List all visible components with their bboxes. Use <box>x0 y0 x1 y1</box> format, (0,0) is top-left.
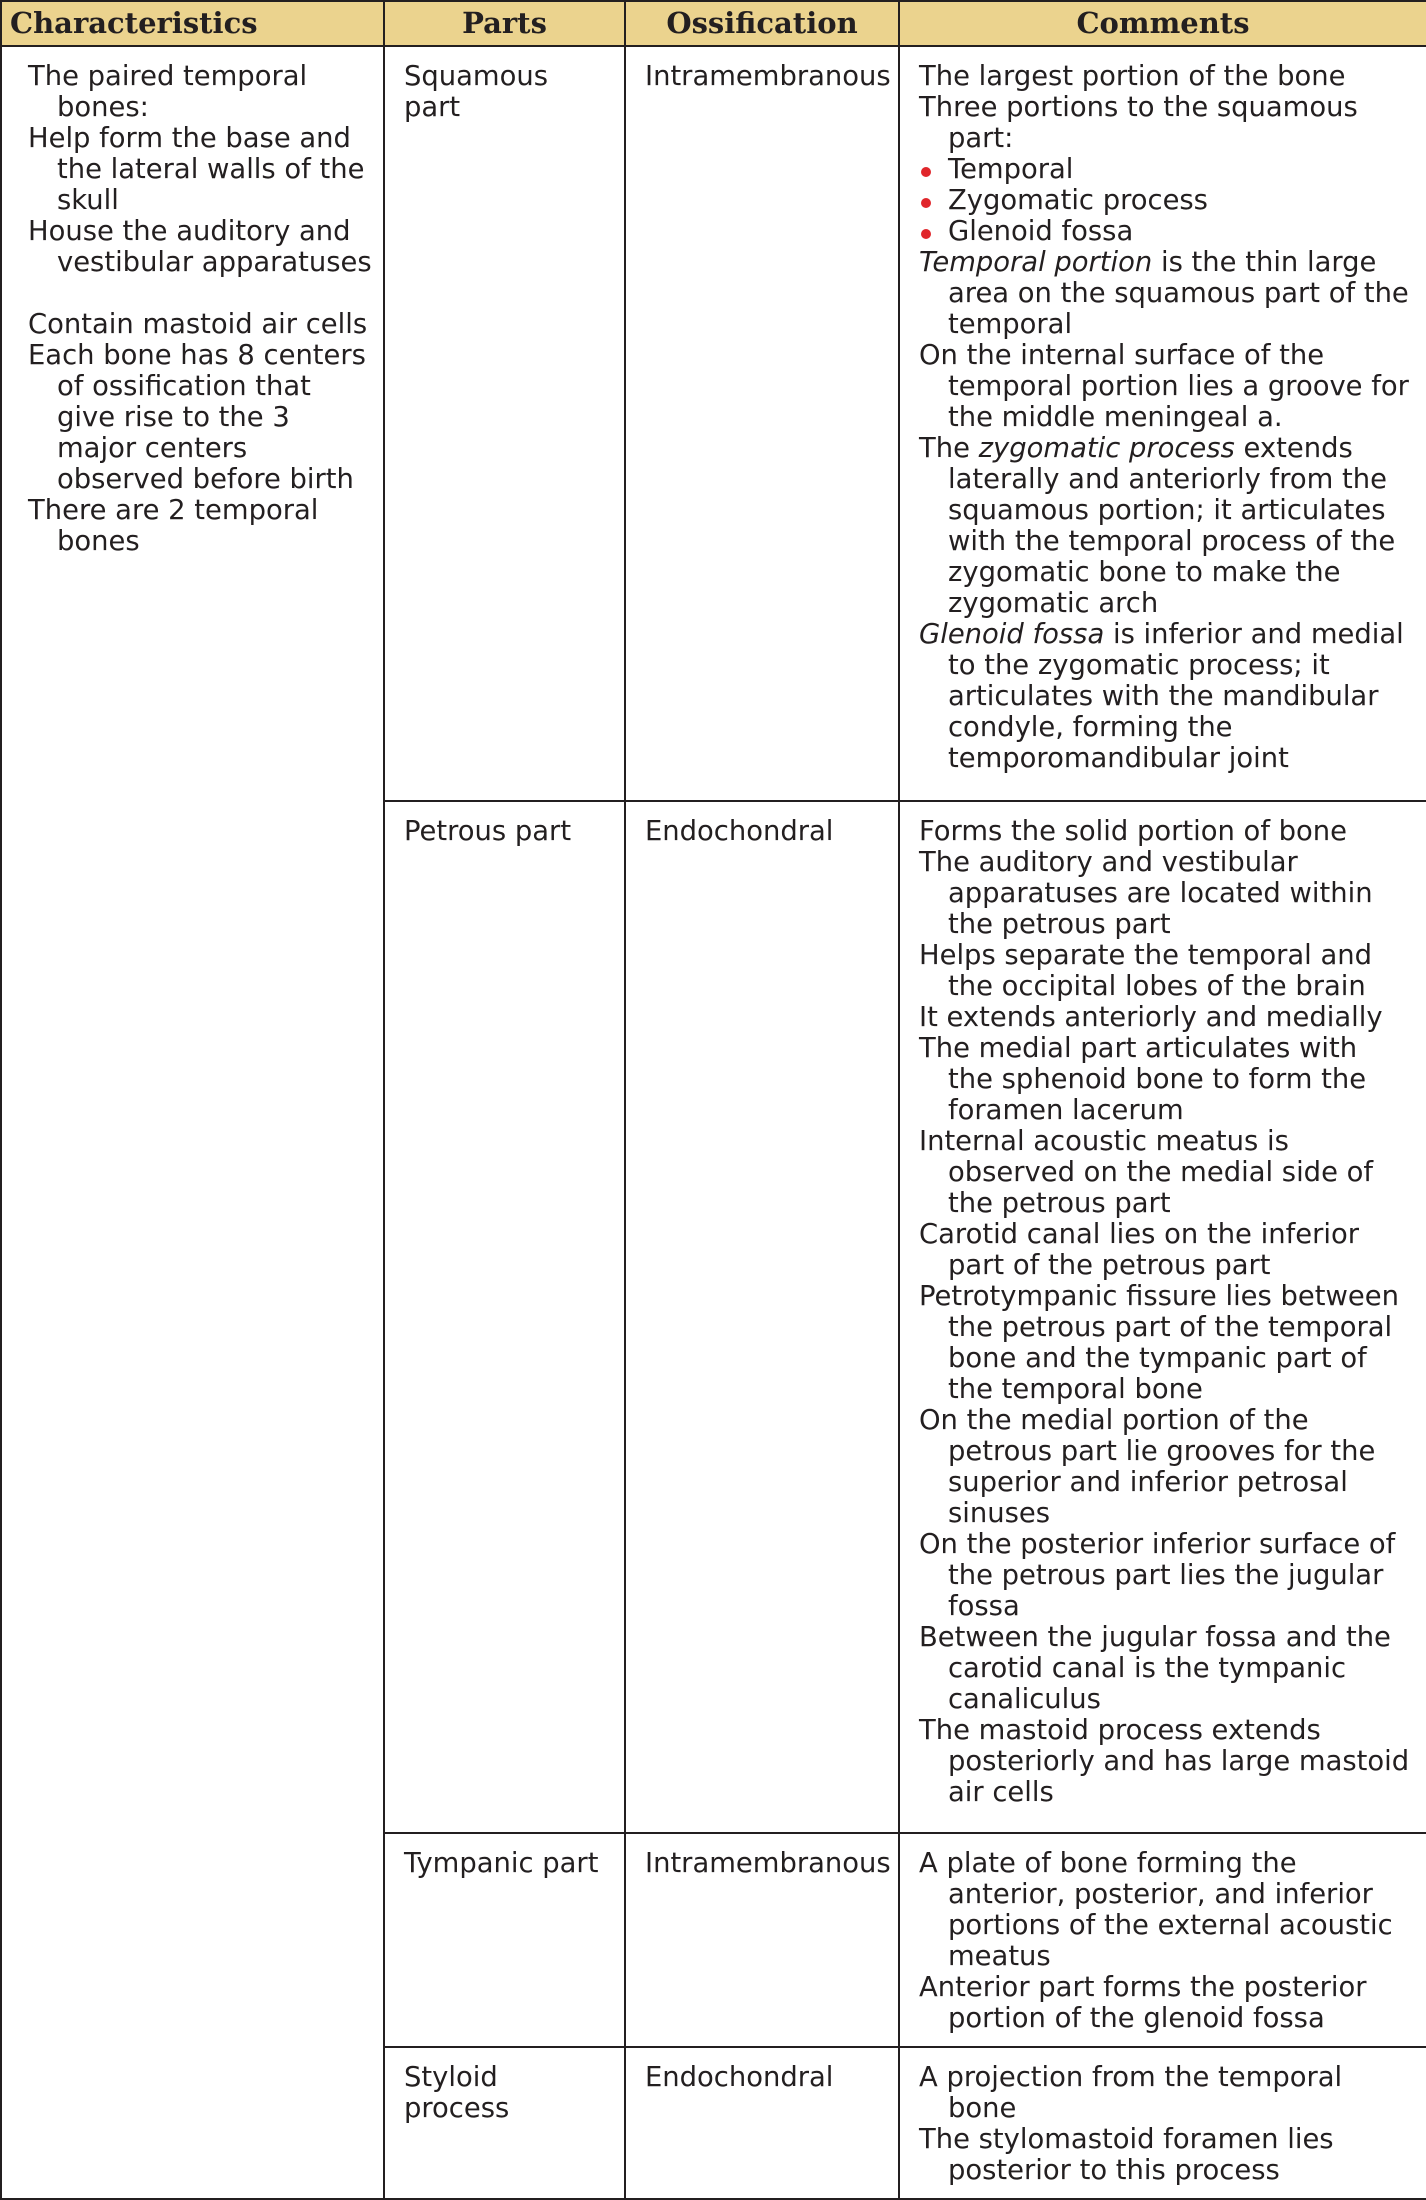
comment-text: extends laterally and anteriorly from the squamous portion; it articulates with the temporal process of the zygomatic bone to make the zygomatic arch <box>948 433 1396 619</box>
comment-line: Forms the solid portion of bone <box>919 816 1348 847</box>
bullet-dot-icon <box>921 167 931 177</box>
comment-line: The medial part articulates with the sphenoid bone to form the foramen lacerum <box>919 1033 1367 1126</box>
header-comments: Comments <box>899 1 1426 46</box>
comments-cell <box>899 801 1426 1833</box>
characteristic-line: Contain mastoid air cells <box>28 309 368 340</box>
header-characteristics: Characteristics <box>1 1 384 46</box>
header-row <box>1 1 1426 46</box>
bullet-item <box>919 185 1410 216</box>
comment-line: The largest portion of the bone <box>919 61 1346 92</box>
comment-text: is inferior and medial to the zygomatic process; it articulates with the mandibular condyle, forming the temporomandibular joint <box>948 619 1404 774</box>
comments-cell <box>899 2047 1426 2199</box>
bullet-dot-icon <box>921 229 931 239</box>
header-parts: Parts <box>384 1 625 46</box>
comment-text: is the thin large area on the squamous part of the temporal <box>948 247 1409 340</box>
comment-line: On the posterior inferior surface of the petrous part lies the jugular fossa <box>919 1529 1396 1622</box>
comment-line: It extends anteriorly and medially <box>919 1002 1383 1033</box>
comment-line: Petrotympanic fissure lies between the petrous part of the temporal bone and the tympanic part of the temporal bone <box>919 1281 1399 1405</box>
characteristics-cell <box>1 46 384 2199</box>
part-cell: Tympanic part <box>384 1833 625 2047</box>
comment-line: Internal acoustic meatus is observed on the medial side of the petrous part <box>919 1126 1374 1219</box>
comments-cell <box>899 46 1426 801</box>
comment-line <box>919 433 1410 619</box>
bullet-item <box>919 216 1410 247</box>
characteristic-line: Help form the base and the lateral walls of the skull <box>28 123 365 216</box>
italic-term: zygomatic process <box>978 433 1235 464</box>
comment-line: On the internal surface of the temporal portion lies a groove for the middle meningeal a. <box>919 340 1409 433</box>
comment-line <box>919 247 1410 340</box>
italic-term: Temporal portion <box>919 247 1153 278</box>
comment-line: Three portions to the squamous part: <box>919 92 1358 154</box>
comment-line: Carotid canal lies on the inferior part of the petrous part <box>919 1219 1359 1281</box>
comment-line: The auditory and vestibular apparatuses are located within the petrous part <box>919 847 1373 940</box>
comment-line: A plate of bone forming the anterior, posterior, and inferior portions of the external acoustic meatus <box>919 1848 1393 1972</box>
header-ossification: Ossification <box>625 1 899 46</box>
comment-line: On the medial portion of the petrous part lie grooves for the superior and inferior petrosal sinuses <box>919 1405 1376 1529</box>
comment-line: Between the jugular fossa and the carotid canal is the tympanic canaliculus <box>919 1622 1391 1715</box>
comment-line <box>919 619 1410 774</box>
bullet-dot-icon <box>921 198 931 208</box>
bullet-text: Temporal <box>948 154 1074 185</box>
ossification-cell: Intramembranous <box>625 1833 899 2047</box>
comments-cell <box>899 1833 1426 2047</box>
comment-line: A projection from the temporal bone <box>919 2062 1343 2124</box>
comment-line: The mastoid process extends posteriorly and has large mastoid air cells <box>919 1715 1410 1808</box>
characteristic-line: There are 2 temporal bones <box>28 495 319 557</box>
part-cell: Petrous part <box>384 801 625 1833</box>
characteristic-line: House the auditory and vestibular apparatuses <box>28 216 372 278</box>
characteristic-line: The paired temporal bones: <box>28 61 308 123</box>
bullet-text: Zygomatic process <box>948 185 1208 216</box>
characteristic-line: Each bone has 8 centers of ossification that give rise to the 3 major centers observed before birth <box>28 340 366 495</box>
part-cell: Squamous part <box>384 46 625 801</box>
table-row-squamous <box>1 46 1426 801</box>
ossification-cell: Endochondral <box>625 801 899 1833</box>
bullet-text: Glenoid fossa <box>948 216 1134 247</box>
ossification-cell: Intramembranous <box>625 46 899 801</box>
ossification-cell: Endochondral <box>625 2047 899 2199</box>
spacer <box>28 278 373 309</box>
comment-text: The <box>919 433 979 464</box>
part-cell: Styloid process <box>384 2047 625 2199</box>
italic-term: Glenoid fossa <box>919 619 1105 650</box>
bullet-item <box>919 154 1410 185</box>
comment-line: Anterior part forms the posterior portion of the glenoid fossa <box>919 1972 1367 2034</box>
comment-line: The stylomastoid foramen lies posterior to this process <box>919 2124 1334 2186</box>
comment-line: Helps separate the temporal and the occipital lobes of the brain <box>919 940 1373 1002</box>
